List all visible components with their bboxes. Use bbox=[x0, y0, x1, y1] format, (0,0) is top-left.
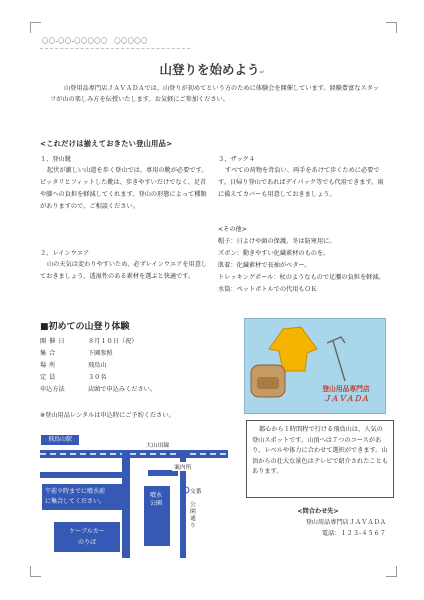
event-row-label: 開催日 bbox=[40, 338, 68, 345]
event-row-value: 店頭で申込みください。 bbox=[88, 386, 157, 393]
event-row-label: 集合 bbox=[40, 350, 59, 357]
header-rule bbox=[40, 48, 190, 49]
map-cable-line: ケーブルカー bbox=[69, 528, 105, 535]
map-cable-label bbox=[54, 526, 120, 548]
item-backpack-title: ３、ザック４ bbox=[218, 156, 256, 163]
others-item: ズボン：動きやすい化繊素材のものを。 bbox=[218, 250, 330, 257]
access-map bbox=[40, 428, 230, 558]
logo-line-2: ＪＡＶＡＤＡ bbox=[323, 394, 369, 403]
contact-phone: 電話：１２３-４５６７ bbox=[321, 530, 386, 537]
contact-block bbox=[250, 506, 386, 539]
others-title: <その他> bbox=[218, 226, 247, 233]
logo-text bbox=[311, 383, 381, 404]
event-row-label: 申込方法 bbox=[40, 386, 65, 393]
item-rainwear-title: ２、レインウエア bbox=[40, 250, 90, 257]
crop-mark-bottom-right bbox=[386, 566, 397, 577]
map-road-label: 大山田線 bbox=[146, 443, 170, 449]
page-title bbox=[0, 60, 424, 78]
map-road-side bbox=[40, 472, 122, 478]
contact-store: 登山用品専門店ＪＡＶＡＤＡ bbox=[305, 519, 386, 526]
map-fountain-label: 噴水公園 bbox=[150, 492, 163, 507]
event-row-label: 場所 bbox=[40, 362, 59, 369]
crop-mark-top-right bbox=[386, 22, 397, 33]
others-item: 水筒：ペットボトルでの代用もＯＫ bbox=[218, 286, 317, 293]
others-item: 帽子：日よけや頭の保護。冬は防寒用に。 bbox=[218, 238, 336, 245]
contact-heading: <問合わせ先> bbox=[297, 508, 339, 515]
event-row-apply bbox=[40, 384, 230, 396]
item-rainwear-body: 山の天気は変わりやすいため、必ずレインウエアを用意しておきましょう。透湿性のある素材を選ぶと快適です。 bbox=[40, 261, 208, 280]
event-row-capacity bbox=[40, 372, 230, 384]
item-backpack-body: すべての荷物を背負い、両手をあけて歩くために必要です。日帰り登山であればデイパック等でも代用できます。雨に備えてカバーも用意しておきましょう。 bbox=[218, 167, 384, 198]
others-item: 肌着：化繊素材で長袖がベター。 bbox=[218, 262, 311, 269]
event-row-value: ８月１０日（祝） bbox=[88, 338, 138, 345]
event-row-value: ３０名 bbox=[88, 374, 107, 381]
event-details bbox=[40, 336, 230, 396]
rental-note: ※登山用品レンタルは申込時にご予約ください。 bbox=[40, 412, 175, 419]
crop-mark-top-left bbox=[30, 22, 41, 33]
event-row-value: 下園参照 bbox=[88, 350, 113, 357]
map-meeting-line: に集合してください。 bbox=[45, 498, 106, 505]
event-row-place bbox=[40, 360, 230, 372]
map-meeting-callout bbox=[42, 484, 124, 510]
event-row-meeting bbox=[40, 348, 230, 360]
essentials-heading: <これだけは揃えておきたい登山用品> bbox=[40, 139, 173, 148]
ice-axe-head-icon bbox=[327, 337, 345, 343]
event-heading: ■初めての山登り体験 bbox=[40, 322, 130, 332]
item-shoes bbox=[40, 154, 208, 213]
header-code: 〇〇-〇〇-〇〇〇〇〇 〇〇〇〇〇 bbox=[42, 38, 148, 45]
others-item: トレッキングポール：杖のようなもので足腰の負担を軽減。 bbox=[218, 274, 385, 281]
logo-line-1: 登山用品専門店 bbox=[322, 385, 370, 393]
event-row-value: 飛鳥山 bbox=[88, 362, 107, 369]
crop-mark-bottom-left bbox=[30, 566, 41, 577]
item-rainwear bbox=[40, 248, 208, 283]
ice-axe-icon bbox=[333, 341, 345, 381]
promo-box: 都心から１時間程で行ける飛鳥山は、人気の登山スポットです。山頂へは７つのコースがあり、レベルや体力に合わせて選択ができます。山頂からの壮大な景色はテレビで紹介されたこともあります。 bbox=[246, 420, 394, 498]
others-list bbox=[218, 224, 388, 296]
map-cable-line: のりば bbox=[77, 539, 96, 546]
event-row-label: 定員 bbox=[40, 374, 59, 381]
map-meeting-line: 午前９時までに噴水前 bbox=[45, 488, 106, 495]
backpack-pocket-icon bbox=[257, 377, 279, 389]
paragraph-mark: ↵ bbox=[259, 69, 265, 76]
map-police-label: 交番 bbox=[190, 489, 202, 495]
item-shoes-body: 起伏が激しい山道を歩く登山では、専用の靴が必要です。ピッタリとフィットした靴は、歩きやすいだけでなく、足首や膝への負担を軽減してくれます。登山の形態によって種類がありますので、ご相談ください。 bbox=[40, 167, 208, 210]
map-park-street-label: 公園通り bbox=[190, 502, 196, 529]
item-backpack bbox=[218, 154, 388, 201]
map-info-label: 案内所 bbox=[172, 462, 193, 471]
page-title-text: 山登りを始めよう bbox=[159, 62, 260, 77]
map-station-label: 飛鳥山駅 bbox=[40, 434, 80, 446]
logo-illustration bbox=[244, 318, 386, 414]
event-row-date bbox=[40, 336, 230, 348]
intro-paragraph: 山登用品専門店ＪＡＶＡＤＡでは、山登りが初めてという方のために体験会を開催しています。経験豊富なスタッフが山の楽しみ方を伝授いたします。お気軽にご参加ください。 bbox=[50, 85, 380, 103]
item-shoes-title: １、登山靴 bbox=[40, 156, 71, 163]
raincoat-icon bbox=[269, 327, 317, 371]
